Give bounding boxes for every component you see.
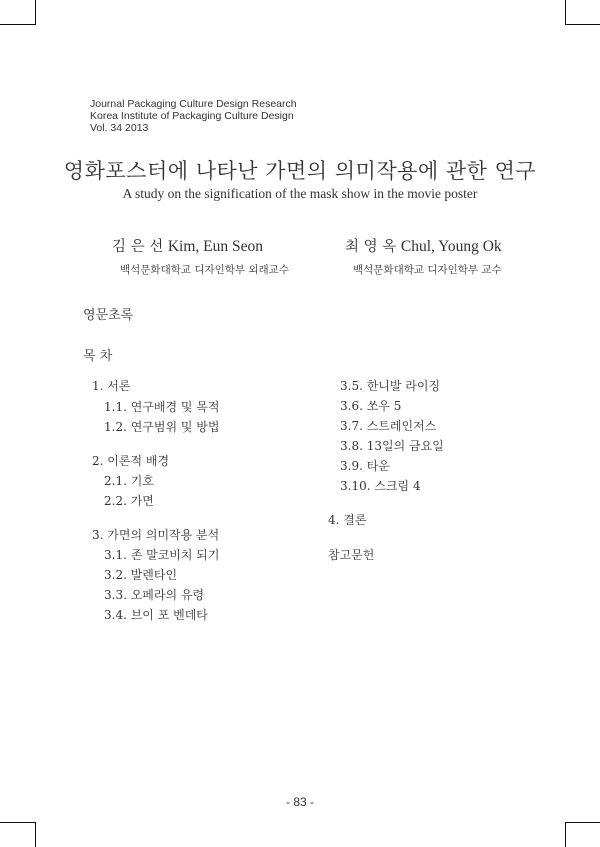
toc-item: 3.9. 타운 bbox=[340, 459, 390, 473]
toc-item: 참고문헌 bbox=[328, 548, 375, 562]
journal-name: Journal Packaging Culture Design Research bbox=[90, 98, 297, 110]
toc-heading: 목 차 bbox=[83, 349, 113, 364]
toc-item: 3.8. 13일의 금요일 bbox=[340, 439, 444, 453]
paper-title-english: A study on the signification of the mask show in the movie poster bbox=[122, 186, 478, 201]
toc-item: 3. 가면의 의미작용 분석 bbox=[92, 528, 220, 542]
toc-item: 4. 결론 bbox=[328, 513, 367, 527]
abstract-heading: 영문초록 bbox=[83, 308, 134, 323]
toc-item: 3.3. 오페라의 유령 bbox=[104, 588, 205, 602]
author-2 bbox=[345, 235, 502, 256]
journal-header bbox=[90, 98, 297, 134]
page-frame-top-right bbox=[565, 24, 600, 25]
author-1 bbox=[112, 235, 263, 256]
toc-item: 3.2. 발렌타인 bbox=[104, 568, 178, 582]
page-frame-bottom-right-v bbox=[565, 822, 566, 847]
journal-volume: Vol. 34 2013 bbox=[90, 122, 149, 134]
author-2-affiliation: 백석문화대학교 디자인학부 교수 bbox=[353, 264, 502, 276]
toc-item: 3.4. 브이 포 벤데타 bbox=[104, 608, 208, 622]
page-number: - 83 - bbox=[285, 795, 314, 809]
author-1-name-ko: 김 은 선 bbox=[112, 239, 164, 255]
page-frame-top-left bbox=[0, 24, 36, 25]
toc-item: 3.10. 스크림 4 bbox=[340, 479, 421, 493]
author-1-affiliation: 백석문화대학교 디자인학부 외래교수 bbox=[120, 264, 289, 276]
page-frame-top-left-v bbox=[35, 0, 36, 24]
toc-item: 1.1. 연구배경 및 목적 bbox=[104, 400, 220, 414]
page-frame-top-right-v bbox=[565, 0, 566, 24]
toc-item: 3.7. 스트레인저스 bbox=[340, 419, 437, 433]
paper-title-korean: 영화포스터에 나타난 가면의 의미작용에 관한 연구 bbox=[63, 159, 537, 183]
author-1-name-en: Kim, Eun Seon bbox=[167, 238, 264, 255]
toc-item: 3.6. 쏘우 5 bbox=[340, 399, 402, 413]
toc-item: 3.1. 존 말코비치 되기 bbox=[104, 548, 220, 562]
toc-item: 2. 이론적 배경 bbox=[92, 454, 170, 468]
page-frame-bottom-right bbox=[565, 822, 600, 823]
toc-item: 3.5. 한니발 라이징 bbox=[340, 379, 441, 393]
toc-item: 1. 서론 bbox=[92, 379, 131, 393]
page-frame-bottom-left-v bbox=[35, 822, 36, 847]
journal-publisher: Korea Institute of Packaging Culture Design bbox=[90, 110, 294, 122]
toc-item: 2.1. 기호 bbox=[104, 474, 154, 488]
toc-item: 2.2. 가면 bbox=[104, 494, 154, 508]
toc-item: 1.2. 연구범위 및 방법 bbox=[104, 420, 220, 434]
page-frame-bottom-left bbox=[0, 822, 36, 823]
author-2-name-en: Chul, Young Ok bbox=[400, 238, 502, 255]
author-2-name-ko: 최 영 옥 bbox=[345, 239, 397, 255]
